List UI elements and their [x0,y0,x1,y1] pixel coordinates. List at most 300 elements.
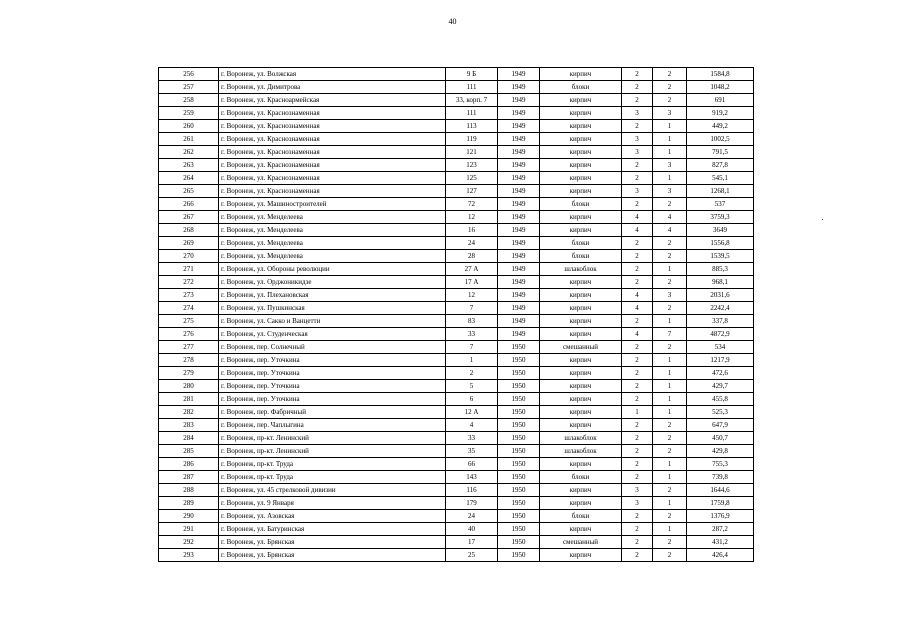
floors-cell: 3 [622,484,653,497]
year-built-cell: 1949 [498,224,540,237]
address-cell: г. Воронеж, пер. Солнечный [219,341,446,354]
year-built-cell: 1949 [498,81,540,94]
house-number-cell: 12 [446,289,498,302]
area-cell: 1217,9 [687,354,754,367]
table-row [159,185,754,198]
area-cell: 1539,5 [687,250,754,263]
wall-material-cell: кирпич [540,224,622,237]
house-number-cell: 121 [446,146,498,159]
sections-cell: 2 [653,510,687,523]
address-cell: г. Воронеж, ул. Краснознаменная [219,146,446,159]
year-built-cell: 1949 [498,250,540,263]
house-number-cell: 119 [446,133,498,146]
year-built-cell: 1949 [498,107,540,120]
year-built-cell: 1950 [498,536,540,549]
row-number-cell: 273 [159,289,219,302]
wall-material-cell: кирпич [540,133,622,146]
house-number-cell: 4 [446,419,498,432]
wall-material-cell: блоки [540,471,622,484]
table-row [159,250,754,263]
row-number-cell: 256 [159,68,219,81]
row-number-cell: 263 [159,159,219,172]
area-cell: 429,8 [687,445,754,458]
area-cell: 968,1 [687,276,754,289]
year-built-cell: 1949 [498,185,540,198]
floors-cell: 2 [622,471,653,484]
row-number-cell: 267 [159,211,219,224]
year-built-cell: 1950 [498,367,540,380]
floors-cell: 2 [622,510,653,523]
table-row [159,445,754,458]
year-built-cell: 1950 [498,458,540,471]
wall-material-cell: кирпич [540,458,622,471]
house-number-cell: 143 [446,471,498,484]
floors-cell: 2 [622,120,653,133]
sections-cell: 2 [653,341,687,354]
table-row [159,276,754,289]
floors-cell: 1 [622,406,653,419]
year-built-cell: 1950 [498,549,540,562]
table-row [159,380,754,393]
floors-cell: 2 [622,263,653,276]
row-number-cell: 289 [159,497,219,510]
table-row [159,211,754,224]
address-cell: г. Воронеж, ул. Краснознаменная [219,133,446,146]
address-cell: г. Воронеж, пер. Чаплыгина [219,419,446,432]
sections-cell: 1 [653,315,687,328]
address-cell: г. Воронеж, ул. Азовская [219,510,446,523]
year-built-cell: 1950 [498,406,540,419]
floors-cell: 2 [622,172,653,185]
sections-cell: 2 [653,276,687,289]
year-built-cell: 1950 [498,419,540,432]
table-row [159,81,754,94]
row-number-cell: 269 [159,237,219,250]
floors-cell: 4 [622,224,653,237]
row-number-cell: 259 [159,107,219,120]
wall-material-cell: блоки [540,237,622,250]
area-cell: 755,3 [687,458,754,471]
floors-cell: 2 [622,445,653,458]
sections-cell: 1 [653,354,687,367]
row-number-cell: 266 [159,198,219,211]
year-built-cell: 1949 [498,146,540,159]
area-cell: 1002,5 [687,133,754,146]
house-number-cell: 7 [446,302,498,315]
area-cell: 2242,4 [687,302,754,315]
house-number-cell: 111 [446,81,498,94]
address-cell: г. Воронеж, ул. 9 Января [219,497,446,510]
table-row [159,263,754,276]
house-number-cell: 9 Б [446,68,498,81]
floors-cell: 2 [622,380,653,393]
area-cell: 885,3 [687,263,754,276]
wall-material-cell: шлакоблок [540,263,622,276]
table-row [159,367,754,380]
area-cell: 545,1 [687,172,754,185]
floors-cell: 2 [622,458,653,471]
floors-cell: 3 [622,107,653,120]
house-number-cell: 83 [446,315,498,328]
year-built-cell: 1950 [498,354,540,367]
row-number-cell: 285 [159,445,219,458]
year-built-cell: 1949 [498,159,540,172]
area-cell: 3759,3 [687,211,754,224]
sections-cell: 2 [653,484,687,497]
wall-material-cell: блоки [540,510,622,523]
wall-material-cell: кирпич [540,94,622,107]
house-number-cell: 66 [446,458,498,471]
year-built-cell: 1949 [498,133,540,146]
house-number-cell: 125 [446,172,498,185]
wall-material-cell: кирпич [540,367,622,380]
address-cell: г. Воронеж, ул. Плехановская [219,289,446,302]
house-number-cell: 24 [446,237,498,250]
sections-cell: 1 [653,367,687,380]
sections-cell: 1 [653,263,687,276]
wall-material-cell: шлакоблок [540,432,622,445]
house-number-cell: 40 [446,523,498,536]
table-row [159,237,754,250]
house-number-cell: 27 А [446,263,498,276]
wall-material-cell: кирпич [540,315,622,328]
floors-cell: 2 [622,536,653,549]
housing-registry-table [158,67,754,562]
address-cell: г. Воронеж, ул. Менделеева [219,224,446,237]
wall-material-cell: блоки [540,198,622,211]
wall-material-cell: шлакоблок [540,445,622,458]
table-row [159,146,754,159]
row-number-cell: 270 [159,250,219,263]
sections-cell: 1 [653,393,687,406]
wall-material-cell: смешанный [540,341,622,354]
floors-cell: 2 [622,159,653,172]
year-built-cell: 1949 [498,276,540,289]
address-cell: г. Воронеж, пр-кт. Ленинский [219,445,446,458]
table-row [159,393,754,406]
area-cell: 449,2 [687,120,754,133]
sections-cell: 2 [653,302,687,315]
area-cell: 287,2 [687,523,754,536]
sections-cell: 3 [653,289,687,302]
row-number-cell: 280 [159,380,219,393]
table-row [159,302,754,315]
sections-cell: 1 [653,172,687,185]
address-cell: г. Воронеж, ул. 45 стрелковой дивизии [219,484,446,497]
table-body [159,68,754,562]
floors-cell: 3 [622,146,653,159]
area-cell: 647,9 [687,419,754,432]
sections-cell: 4 [653,211,687,224]
row-number-cell: 264 [159,172,219,185]
area-cell: 739,8 [687,471,754,484]
floors-cell: 4 [622,289,653,302]
area-cell: 337,8 [687,315,754,328]
house-number-cell: 72 [446,198,498,211]
wall-material-cell: кирпич [540,211,622,224]
area-cell: 791,5 [687,146,754,159]
year-built-cell: 1949 [498,302,540,315]
row-number-cell: 272 [159,276,219,289]
year-built-cell: 1949 [498,289,540,302]
floors-cell: 2 [622,549,653,562]
row-number-cell: 291 [159,523,219,536]
page-number: 40 [448,17,457,26]
sections-cell: 2 [653,68,687,81]
year-built-cell: 1949 [498,328,540,341]
table-row [159,549,754,562]
table-row [159,536,754,549]
sections-cell: 2 [653,549,687,562]
address-cell: г. Воронеж, пер. Фабричный [219,406,446,419]
floors-cell: 3 [622,185,653,198]
address-cell: г. Воронеж, ул. Студенческая [219,328,446,341]
floors-cell: 4 [622,328,653,341]
address-cell: г. Воронеж, пр-кт. Труда [219,471,446,484]
row-number-cell: 271 [159,263,219,276]
row-number-cell: 282 [159,406,219,419]
area-cell: 455,8 [687,393,754,406]
wall-material-cell: кирпич [540,172,622,185]
floors-cell: 3 [622,497,653,510]
address-cell: г. Воронеж, пер. Уточкина [219,380,446,393]
area-cell: 537 [687,198,754,211]
table-row [159,471,754,484]
area-cell: 1048,2 [687,81,754,94]
area-cell: 691 [687,94,754,107]
row-number-cell: 274 [159,302,219,315]
floors-cell: 2 [622,367,653,380]
year-built-cell: 1949 [498,120,540,133]
table-row [159,172,754,185]
year-built-cell: 1950 [498,341,540,354]
wall-material-cell: кирпич [540,185,622,198]
year-built-cell: 1950 [498,380,540,393]
wall-material-cell: кирпич [540,107,622,120]
address-cell: г. Воронеж, ул. Брянская [219,549,446,562]
wall-material-cell: кирпич [540,393,622,406]
area-cell: 2031,6 [687,289,754,302]
row-number-cell: 258 [159,94,219,107]
floors-cell: 2 [622,81,653,94]
area-cell: 472,6 [687,367,754,380]
sections-cell: 2 [653,81,687,94]
sections-cell: 2 [653,94,687,107]
house-number-cell: 17 [446,536,498,549]
wall-material-cell: кирпич [540,302,622,315]
row-number-cell: 293 [159,549,219,562]
year-built-cell: 1949 [498,68,540,81]
sections-cell: 1 [653,497,687,510]
area-cell: 431,2 [687,536,754,549]
row-number-cell: 265 [159,185,219,198]
wall-material-cell: блоки [540,81,622,94]
wall-material-cell: кирпич [540,380,622,393]
wall-material-cell: кирпич [540,523,622,536]
scan-speck [822,219,823,220]
sections-cell: 1 [653,406,687,419]
sections-cell: 2 [653,198,687,211]
address-cell: г. Воронеж, ул. Брянская [219,536,446,549]
area-cell: 1584,8 [687,68,754,81]
address-cell: г. Воронеж, ул. Краснознаменная [219,172,446,185]
sections-cell: 3 [653,185,687,198]
area-cell: 534 [687,341,754,354]
table-row [159,523,754,536]
row-number-cell: 257 [159,81,219,94]
wall-material-cell: кирпич [540,159,622,172]
table-row [159,68,754,81]
table-row [159,120,754,133]
floors-cell: 2 [622,341,653,354]
sections-cell: 2 [653,445,687,458]
sections-cell: 4 [653,224,687,237]
house-number-cell: 33 [446,328,498,341]
year-built-cell: 1949 [498,198,540,211]
table-row [159,315,754,328]
floors-cell: 2 [622,354,653,367]
address-cell: г. Воронеж, пер. Уточкина [219,393,446,406]
row-number-cell: 277 [159,341,219,354]
row-number-cell: 281 [159,393,219,406]
table-row [159,159,754,172]
address-cell: г. Воронеж, пр-кт. Труда [219,458,446,471]
sections-cell: 1 [653,471,687,484]
year-built-cell: 1950 [498,523,540,536]
row-number-cell: 278 [159,354,219,367]
address-cell: г. Воронеж, ул. Сакко и Ванцетти [219,315,446,328]
table-row [159,510,754,523]
address-cell: г. Воронеж, ул. Орджоникидзе [219,276,446,289]
year-built-cell: 1949 [498,237,540,250]
wall-material-cell: смешанный [540,536,622,549]
address-cell: г. Воронеж, ул. Краснознаменная [219,120,446,133]
address-cell: г. Воронеж, ул. Машиностроителей [219,198,446,211]
house-number-cell: 7 [446,341,498,354]
sections-cell: 1 [653,523,687,536]
sections-cell: 1 [653,133,687,146]
floors-cell: 2 [622,315,653,328]
wall-material-cell: кирпич [540,497,622,510]
address-cell: г. Воронеж, ул. Волжская [219,68,446,81]
floors-cell: 2 [622,393,653,406]
row-number-cell: 279 [159,367,219,380]
area-cell: 1644,6 [687,484,754,497]
row-number-cell: 286 [159,458,219,471]
address-cell: г. Воронеж, ул. Менделеева [219,250,446,263]
table-row [159,458,754,471]
row-number-cell: 268 [159,224,219,237]
wall-material-cell: кирпич [540,120,622,133]
row-number-cell: 283 [159,419,219,432]
house-number-cell: 111 [446,107,498,120]
house-number-cell: 16 [446,224,498,237]
floors-cell: 2 [622,419,653,432]
house-number-cell: 33, корп. 7 [446,94,498,107]
wall-material-cell: кирпич [540,549,622,562]
sections-cell: 1 [653,146,687,159]
wall-material-cell: кирпич [540,354,622,367]
floors-cell: 2 [622,250,653,263]
year-built-cell: 1949 [498,315,540,328]
sections-cell: 1 [653,380,687,393]
sections-cell: 1 [653,458,687,471]
house-number-cell: 5 [446,380,498,393]
year-built-cell: 1949 [498,263,540,276]
table-row [159,497,754,510]
table-row [159,224,754,237]
table-row [159,484,754,497]
floors-cell: 2 [622,68,653,81]
wall-material-cell: кирпич [540,419,622,432]
sections-cell: 2 [653,432,687,445]
address-cell: г. Воронеж, ул. Менделеева [219,211,446,224]
house-number-cell: 28 [446,250,498,263]
address-cell: г. Воронеж, ул. Красноармейская [219,94,446,107]
row-number-cell: 261 [159,133,219,146]
address-cell: г. Воронеж, ул. Пушкинская [219,302,446,315]
wall-material-cell: кирпич [540,68,622,81]
area-cell: 919,2 [687,107,754,120]
floors-cell: 3 [622,133,653,146]
sections-cell: 3 [653,159,687,172]
year-built-cell: 1950 [498,432,540,445]
area-cell: 1759,8 [687,497,754,510]
wall-material-cell: кирпич [540,406,622,419]
area-cell: 426,4 [687,549,754,562]
table-row [159,289,754,302]
row-number-cell: 288 [159,484,219,497]
address-cell: г. Воронеж, ул. Димитрова [219,81,446,94]
row-number-cell: 292 [159,536,219,549]
area-cell: 1376,9 [687,510,754,523]
wall-material-cell: кирпич [540,328,622,341]
house-number-cell: 116 [446,484,498,497]
house-number-cell: 25 [446,549,498,562]
floors-cell: 4 [622,302,653,315]
table-row [159,419,754,432]
floors-cell: 2 [622,432,653,445]
year-built-cell: 1950 [498,510,540,523]
area-cell: 1556,8 [687,237,754,250]
wall-material-cell: кирпич [540,146,622,159]
floors-cell: 2 [622,523,653,536]
year-built-cell: 1950 [498,393,540,406]
year-built-cell: 1949 [498,172,540,185]
row-number-cell: 275 [159,315,219,328]
house-number-cell: 113 [446,120,498,133]
year-built-cell: 1950 [498,445,540,458]
address-cell: г. Воронеж, ул. Краснознаменная [219,159,446,172]
floors-cell: 2 [622,94,653,107]
table-row [159,406,754,419]
table-row [159,107,754,120]
sections-cell: 3 [653,107,687,120]
house-number-cell: 12 А [446,406,498,419]
row-number-cell: 260 [159,120,219,133]
wall-material-cell: кирпич [540,484,622,497]
sections-cell: 2 [653,419,687,432]
address-cell: г. Воронеж, пер. Уточкина [219,354,446,367]
table-row [159,432,754,445]
row-number-cell: 276 [159,328,219,341]
address-cell: г. Воронеж, ул. Обороны революции [219,263,446,276]
area-cell: 525,3 [687,406,754,419]
year-built-cell: 1949 [498,211,540,224]
address-cell: г. Воронеж, ул. Батуринская [219,523,446,536]
year-built-cell: 1950 [498,471,540,484]
sections-cell: 2 [653,536,687,549]
